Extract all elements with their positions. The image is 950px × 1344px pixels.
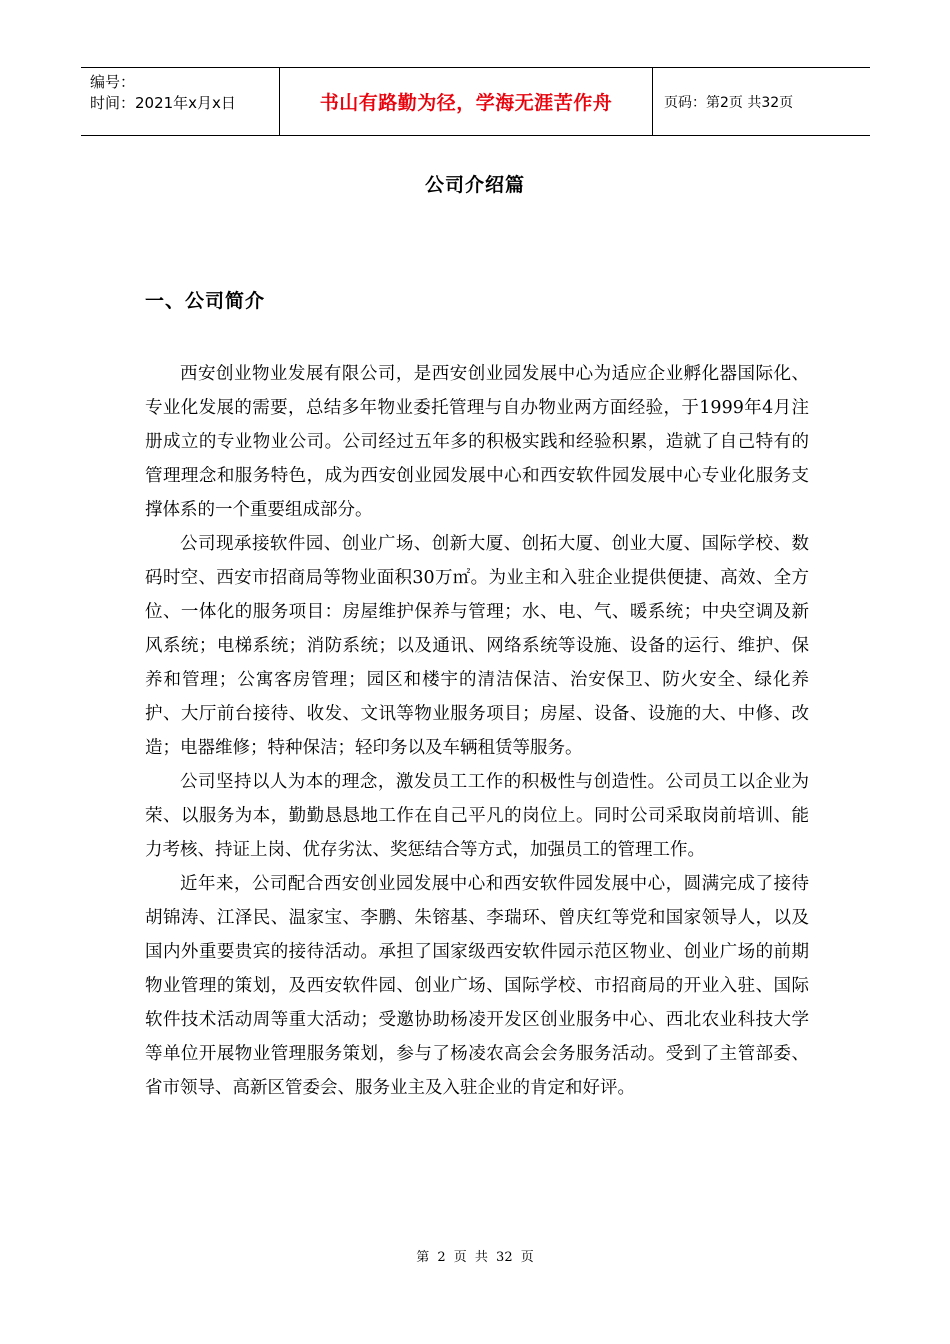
paragraph: 西安创业物业发展有限公司，是西安创业园发展中心为适应企业孵化器国际化、专业化发展的需要，总结多年物业委托管理与自办物业两方面经验，于1999年4月注册成立的专业物业公司。公司经过五年多的积极实践和经验积累，造就了自己特有的管理理念和服务特色，成为西安创业园发展中心和西安软件园发展中心专业化服务支撑体系的一个重要组成部分。	[145, 364, 809, 520]
header-meta-cell	[81, 68, 280, 135]
number-label: 编号：	[90, 73, 136, 91]
paragraph: 公司坚持以人为本的理念，激发员工工作的积极性与创造性。公司员工以企业为荣、以服务为本，勤勤恳恳地工作在自己平凡的岗位上。同时公司采取岗前培训、能力考核、持证上岗、优存劣汰、奖惩结合等方式，加强员工的管理工作。	[145, 772, 809, 860]
section-body	[145, 357, 809, 1105]
time-label: 时间：2021年x月x日	[90, 94, 236, 112]
header-page-cell	[653, 68, 870, 135]
document-header	[81, 67, 870, 136]
header-motto-cell	[280, 68, 653, 135]
paragraph: 公司现承接软件园、创业广场、创新大厦、创拓大厦、创业大厦、国际学校、数码时空、西安市招商局等物业面积30万㎡。为业主和入驻企业提供便捷、高效、全方位、一体化的服务项目：房屋维护保养与管理；水、电、气、暖系统；中央空调及新风系统；电梯系统；消防系统；以及通讯、网络系统等设施、设备的运行、维护、保养和管理；公寓客房管理；园区和楼宇的清洁保洁、治安保卫、防火安全、绿化养护、大厅前台接待、收发、文讯等物业服务项目；房屋、设备、设施的大、中修、改造；电器维修；特种保洁；轻印务以及车辆租赁等服务。	[145, 534, 809, 758]
header-motto: 书山有路勤为径，学海无涯苦作舟	[319, 92, 613, 114]
section-heading: 一、公司简介	[145, 290, 266, 312]
header-page-info: 页码：第2页 共32页	[664, 94, 794, 111]
paragraph: 近年来，公司配合西安创业园发展中心和西安软件园发展中心，圆满完成了接待胡锦涛、江泽民、温家宝、李鹏、朱镕基、李瑞环、曾庆红等党和国家领导人，以及国内外重要贵宾的接待活动。承担了国家级西安软件园示范区物业、创业广场的前期物业管理的策划，及西安软件园、创业广场、国际学校、市招商局的开业入驻、国际软件技术活动周等重大活动；受邀协助杨凌开发区创业服务中心、西北农业科技大学等单位开展物业管理服务策划，参与了杨凌农高会会务服务活动。受到了主管部委、省市领导、高新区管委会、服务业主及入驻企业的肯定和好评。	[145, 874, 809, 1098]
page-footer: 第 2 页 共 32 页	[416, 1250, 534, 1265]
page-title: 公司介绍篇	[424, 174, 525, 196]
